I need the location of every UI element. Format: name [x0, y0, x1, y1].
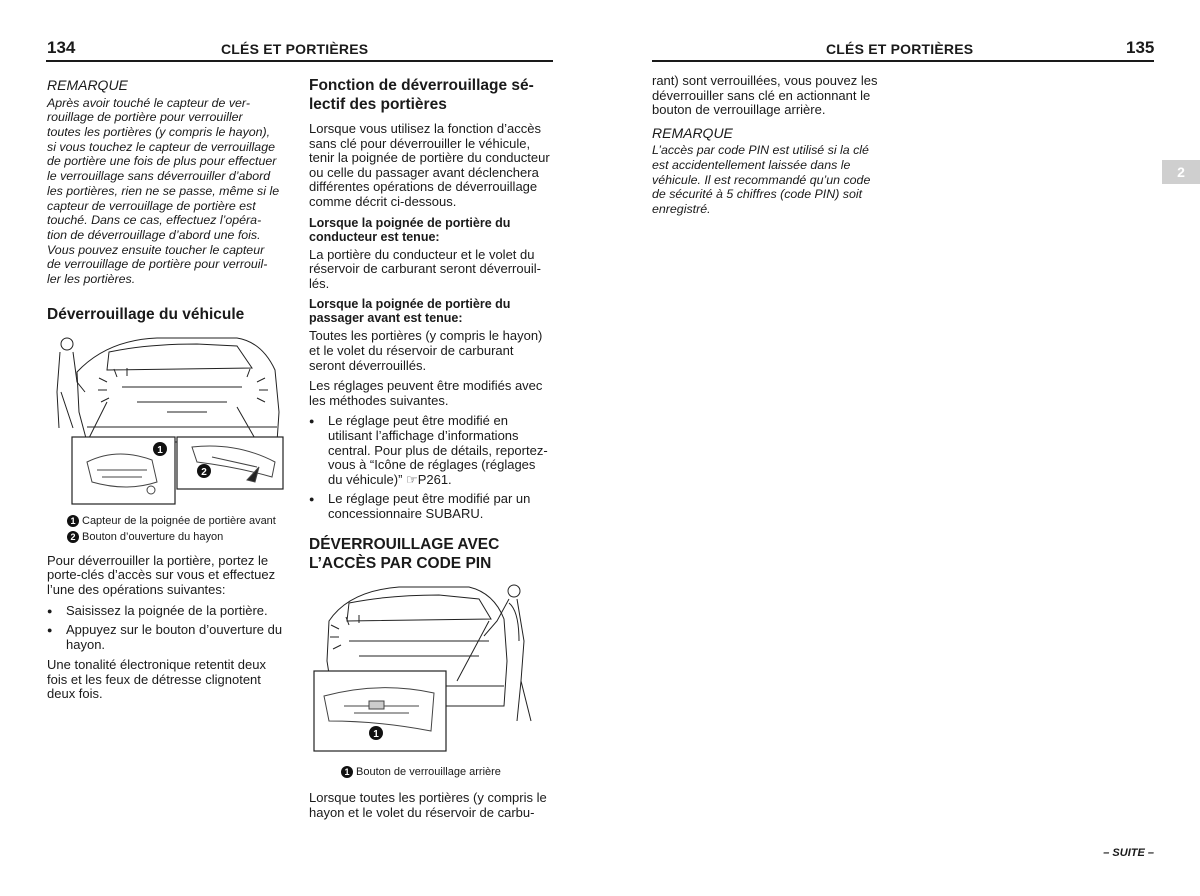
pin-access-illustration: [309, 581, 553, 757]
note-line: Vous pouvez ensuite toucher le capteur: [47, 242, 265, 257]
heading-line: DÉVERROUILLAGE AVEC: [309, 536, 500, 554]
figure-badge-2: 2: [201, 466, 207, 478]
note-line: les portières, rien ne se passe, même si le: [47, 183, 280, 198]
right-column: [652, 72, 892, 217]
caption-badge-1: 1: [341, 766, 353, 778]
list-item: ● Appuyez sur le bouton d’ouverture du hayon.: [47, 623, 289, 652]
passenger-door-paragraph: Toutes les portières (y compris le hayon) et le volet du réservoir de carburant seront déverrouillés.: [309, 328, 543, 373]
vehicle-unlock-illustration: [47, 332, 289, 508]
unlock-operations-list: [47, 604, 289, 653]
note-line: touché. Dans ce cas, effectuez l’opéra-: [47, 213, 262, 228]
note-line: capteur de verrouillage de portière est: [47, 198, 256, 213]
note-line: Après avoir touché le capteur de ver-: [47, 95, 250, 110]
middle-column: [309, 72, 553, 827]
caption-text-2: Bouton d’ouverture du hayon: [82, 530, 224, 543]
note-line: tion de déverrouillage d’abord une fois.: [47, 227, 261, 242]
note-body: [652, 143, 892, 217]
note-line: le verrouillage sans déverrouiller d’abord: [47, 169, 271, 184]
driver-door-paragraph: La portière du conducteur et le volet du réservoir de carburant seront déverrouil-lés.: [309, 246, 541, 291]
caption-badge-1: 1: [67, 515, 79, 527]
pin-closing-paragraph: Lorsque toutes les portières (y compris le hayon et le volet du réservoir de carbu-: [309, 790, 547, 821]
right-header-rule: [652, 60, 1154, 62]
figure-badge-1: 1: [373, 729, 379, 741]
right-page-header: CLÉS ET PORTIÈRES: [826, 41, 974, 57]
figure-caption-1: [67, 514, 289, 528]
left-page-header: CLÉS ET PORTIÈRES: [221, 41, 369, 57]
section-heading-selective-unlock: Fonction de déverrouillage sé-lectif des portières: [309, 77, 534, 113]
heading-line: L’ACCÈS PAR CODE PIN: [309, 555, 492, 573]
unlock-intro-paragraph: Pour déverrouiller la portière, portez le porte-clés d’accès sur vous et effectuez l’une des opérations suivantes:: [47, 552, 276, 597]
note-title: REMARQUE: [652, 124, 733, 141]
left-page-number: 134: [47, 38, 76, 57]
continued-paragraph: rant) sont verrouillées, vous pouvez les déverrouiller sans clé en actionnant le bouton de verrouillage arrière.: [652, 73, 878, 118]
note-line: toutes les portières (y compris le hayon),: [47, 125, 271, 139]
note-line: véhicule. Il est recommandé qu’un code: [652, 172, 871, 187]
section-heading-pin-access: [309, 535, 553, 573]
unlock-closing-paragraph: Une tonalité électronique retentit deux fois et les feux de détresse clignotent deux fois.: [47, 657, 266, 702]
note-line: est accidentellement laissée dans le: [652, 158, 851, 173]
right-page-number: 135: [1126, 38, 1155, 57]
figure-caption-1: [341, 765, 553, 779]
note-line: de verrouillage de portière pour verrouil-: [47, 257, 268, 272]
section-heading-unlock: Déverrouillage du véhicule: [47, 305, 245, 323]
note-line: rouillage de portière pour verrouiller: [47, 110, 243, 125]
list-item: ● Le réglage peut être modifié en utilisant l’affichage d’informations central. Pour plus de détails, reportez-vous à “Icône de réglages (réglages du véhicule)” ☞P261.: [309, 414, 553, 487]
list-item: ● Le réglage peut être modifié par un concessionnaire SUBARU.: [309, 492, 553, 521]
note-body: [47, 96, 289, 287]
note-line: enregistré.: [652, 202, 711, 217]
left-column: [47, 72, 289, 708]
figure-badge-1: 1: [157, 444, 163, 456]
settings-methods-list: [309, 414, 553, 521]
caption-badge-2: 2: [67, 531, 79, 543]
continued-marker: – SUITE –: [1103, 847, 1154, 859]
caption-text-1: Bouton de verrouillage arrière: [356, 766, 501, 779]
chapter-tab: 2: [1162, 160, 1200, 184]
left-header-rule: [46, 60, 553, 62]
settings-paragraph: Les réglages peuvent être modifiés avec les méthodes suivantes.: [309, 378, 543, 408]
subheading-passenger-door: Lorsque la poignée de portière du passager avant est tenue:: [309, 297, 511, 326]
figure-caption-2: [67, 530, 289, 544]
selective-intro-paragraph: Lorsque vous utilisez la fonction d’accès sans clé pour déverrouiller le véhicule, tenir la poignée de portière du conducteur ou celle du passager avant déclenchera différentes opérations de déverrouillage comme décrit ci-dessous.: [309, 121, 550, 209]
note-line: de portière une fois de plus pour effectuer: [47, 154, 277, 169]
list-item: ● Saisissez la poignée de la portière.: [47, 604, 289, 619]
note-title: REMARQUE: [47, 77, 128, 93]
caption-text-1: Capteur de la poignée de portière avant: [82, 514, 276, 527]
subheading-driver-door: Lorsque la poignée de portière du conducteur est tenue:: [309, 215, 511, 244]
note-line: si vous touchez le capteur de verrouillage: [47, 139, 275, 154]
note-line: de sécurité à 5 chiffres (code PIN) soit: [652, 187, 863, 202]
note-line: ler les portières.: [47, 272, 136, 287]
note-line: L’accès par code PIN est utilisé si la clé: [652, 143, 869, 158]
